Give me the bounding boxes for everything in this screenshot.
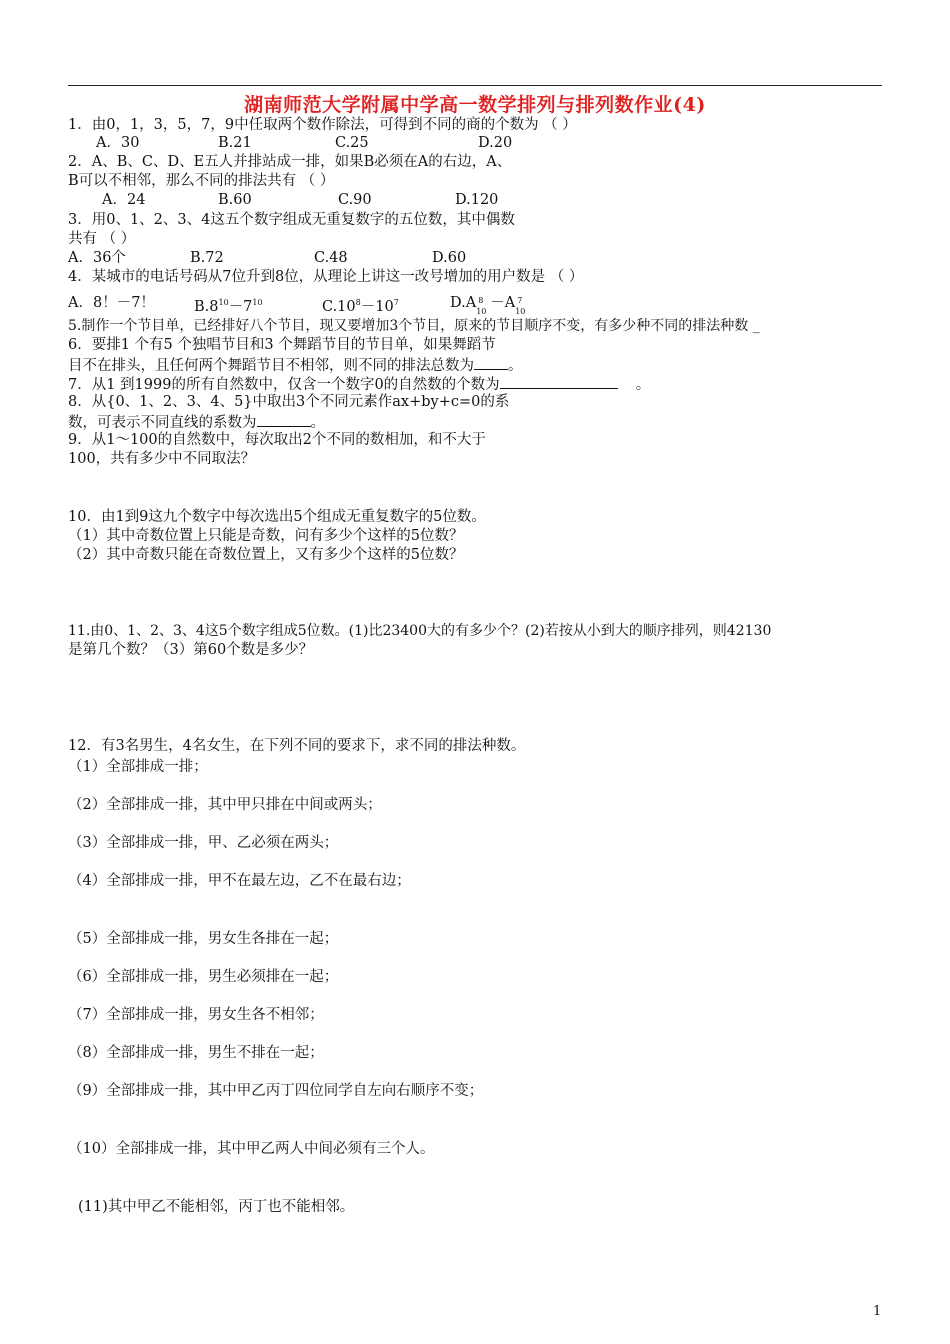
q8-answer-blank[interactable]	[257, 412, 311, 427]
q12-item-9: （9）全部排成一排，其中甲乙丙丁四位同学自左向右顺序不变；	[68, 1083, 484, 1099]
q6-stem-line1: 6．要排1 个有5 个独唱节目和3 个舞蹈节目的节目单，如果舞蹈节	[68, 337, 496, 353]
q10-part2: （2）其中奇数只能在奇数位置上，又有多少个这样的5位数？	[68, 547, 464, 563]
q3-option-c: C.48	[314, 250, 348, 266]
q3-stem-line1: 3．用0、1、2、3、4这五个数字组成无重复数字的五位数，其中偶数	[68, 212, 515, 228]
q1-stem: 1．由0，1，3，5，7，9中任取两个数作除法，可得到不同的商的个数为 （ ）	[68, 117, 577, 133]
q2-option-a: A．24	[102, 192, 146, 208]
q3-stem-line2: 共有 （ ）	[68, 231, 136, 247]
q1-option-d: D.20	[478, 135, 513, 151]
q3-option-d: D.60	[432, 250, 467, 266]
q12-item-6: （6）全部排成一排，男生必须排在一起；	[68, 969, 339, 985]
q4-stem: 4．某城市的电话号码从7位升到8位，从理论上讲这一改号增加的用户数是 （ ）	[68, 269, 584, 285]
q2-option-d: D.120	[455, 192, 499, 208]
q4-option-c: $C.10^8-10^7$	[322, 298, 399, 315]
q11-stem-line1: 11.由0、1、2、3、4这5个数字组成5位数。(1)比23400大的有多少个？(2)若按从小到大的顺序排列，则42130	[68, 623, 772, 639]
q6-stem-line2: 目不在排头，且任何两个舞蹈节目不相邻，则不同的排法总数为 。	[68, 355, 523, 375]
q4-option-b: $B.8^{10}-7^{10}$	[194, 298, 263, 315]
q12-item-10: （10）全部排成一排，其中甲乙两人中间必须有三个人。	[68, 1141, 435, 1157]
q12-item-1: （1）全部排成一排；	[68, 759, 208, 775]
q4-option-d: D.A 8 10 －A 7 10	[450, 295, 526, 316]
q5-stem: 5.制作一个节目单，已经排好八个节目，现又要增加3个节目，原来的节目顺序不变，有多少种不同的排法种数 _	[68, 318, 760, 334]
q3-option-a: A．36个	[68, 250, 126, 266]
q7-stem: 7．从1 到1999的所有自然数中，仅含一个数字0的自然数的个数为 。	[68, 374, 650, 394]
q2-stem-line1: 2．A、B、C、D、E五人并排站成一排，如果B必须在A的右边，A、	[68, 154, 512, 170]
q2-stem-line2: B可以不相邻，那么不同的排法共有 （ ）	[68, 173, 335, 189]
document-title: 湖南师范大学附属中学高一数学排列与排列数作业(4)	[244, 94, 706, 116]
q12-item-2: （2）全部排成一排，其中甲只排在中间或两头；	[68, 797, 382, 813]
q8-stem-line1: 8．从{0、1、2、3、4、5}中取出3个不同元素作ax+by+c=0的系	[68, 394, 510, 410]
q3-option-b: B.72	[190, 250, 224, 266]
q9-stem-line1: 9．从1～100的自然数中，每次取出2个不同的数相加，和不大于	[68, 432, 486, 448]
q12-stem: 12．有3名男生，4名女生，在下列不同的要求下，求不同的排法种数。	[68, 738, 526, 754]
q7-answer-blank[interactable]	[500, 374, 618, 389]
q1-option-b: B.21	[218, 135, 252, 151]
q10-part1: （1）其中奇数位置上只能是奇数，问有多少个这样的5位数？	[68, 528, 464, 544]
q12-item-7: （7）全部排成一排，男女生各不相邻；	[68, 1007, 324, 1023]
q11-stem-line2: 是第几个数？（3）第60个数是多少？	[68, 642, 314, 658]
q6-answer-blank[interactable]	[474, 355, 508, 370]
q12-item-4: （4）全部排成一排，甲不在最左边，乙不在最右边；	[68, 873, 411, 889]
q12-item-5: （5）全部排成一排，男女生各排在一起；	[68, 931, 339, 947]
header-rule	[68, 85, 882, 86]
q4-option-a: A．8！－7！	[68, 295, 155, 311]
q8-stem-line2: 数，可表示不同直线的系数为 。	[68, 412, 325, 432]
q12-item-11: (11)其中甲乙不能相邻，丙丁也不能相邻。	[78, 1199, 355, 1215]
q2-option-c: C.90	[338, 192, 372, 208]
q2-option-b: B.60	[218, 192, 252, 208]
q12-item-8: （8）全部排成一排，男生不排在一起；	[68, 1045, 324, 1061]
q12-item-3: （3）全部排成一排，甲、乙必须在两头；	[68, 835, 339, 851]
q1-option-a: A．30	[96, 135, 140, 151]
q1-option-c: C.25	[335, 135, 369, 151]
page-number: 1	[873, 1304, 882, 1319]
q9-stem-line2: 100，共有多少中不同取法？	[68, 451, 256, 467]
q10-stem: 10．由1到9这九个数字中每次选出5个组成无重复数字的5位数。	[68, 509, 486, 525]
